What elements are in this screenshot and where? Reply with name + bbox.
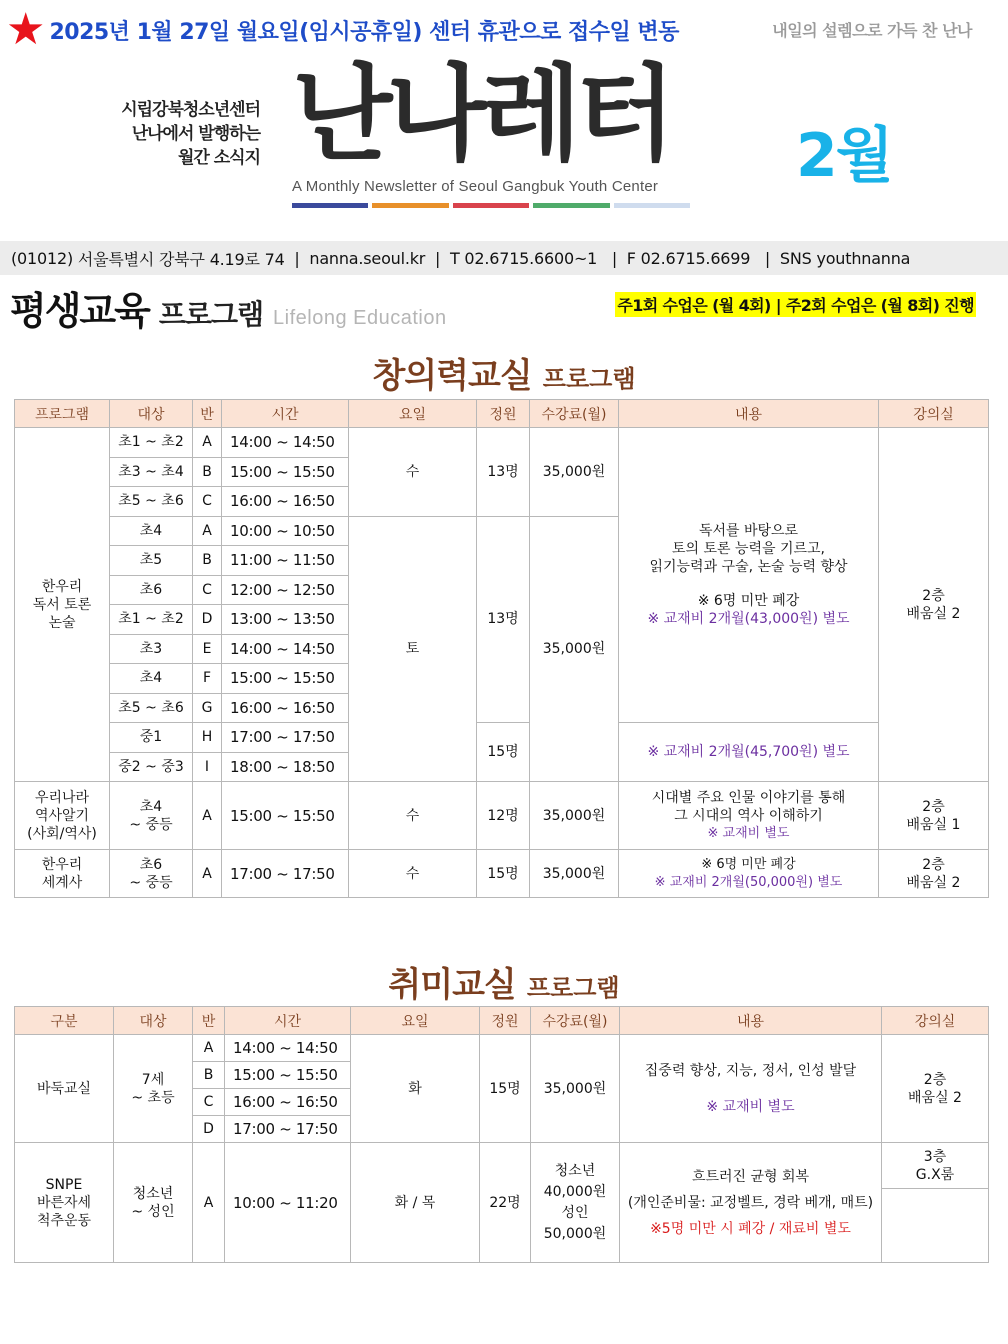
time-cell: 18:00 ~ 18:50 [222,752,349,782]
table-row [15,1143,989,1189]
capacity-cell: 12명 [477,782,530,850]
class-cell: F [193,664,222,694]
class-cell: H [193,723,222,753]
column-header: 반 [193,1007,225,1035]
class-cell: B [193,546,222,576]
day-cell: 수 [349,850,477,898]
time-cell: 17:00 ~ 17:50 [222,850,349,898]
content-cell [620,1143,882,1263]
room-cell-empty [882,1189,989,1263]
room-cell: 2층 배움실 1 [879,782,989,850]
table-row [15,428,989,458]
target-cell: 7세 ~ 초등 [114,1035,193,1143]
publisher-intro [100,98,260,170]
divider: | [425,248,450,268]
content-main: 시대별 주요 인물 이야기를 통해 그 시대의 역사 이해하기 [651,789,846,824]
program-name: 한우리 독서 토론 논술 [15,428,110,782]
content-cell [619,782,879,850]
content-main: 독서를 바탕으로 토의 토론 능력을 기르고, 읽기능력과 구술, 논술 능력 향상 [649,523,848,575]
class-cell: D [193,1116,225,1143]
target-cell: 청소년 ~ 성인 [114,1143,193,1263]
content-main: 집중력 향상, 지능, 정서, 인성 발달 [644,1062,857,1079]
target-cell: 초5 [110,546,193,576]
target-cell: 중2 ~ 중3 [110,752,193,782]
column-header: 강의실 [882,1007,989,1035]
issue-month: 2월 [796,121,892,191]
day-cell: 수 [349,782,477,850]
room-cell: 3층 G.X룸 [882,1143,989,1189]
color-bars [292,203,690,208]
fee-label-adult: 성인 [561,1204,589,1221]
content-fee: ※ 교재비 별도 [706,1098,795,1115]
class-cell: B [193,1062,225,1089]
fee-youth: 40,000원 [543,1183,607,1200]
content-title: 흐트러진 균형 회복 [691,1168,810,1185]
class-cell: A [193,516,222,546]
fee-cell: 35,000원 [531,1035,620,1143]
target-cell: 초6 ~ 중등 [110,850,193,898]
program-name: 바둑교실 [15,1035,114,1143]
color-bar [614,203,690,208]
capacity-cell: 15명 [480,1035,531,1143]
content-note: ※ 6명 미만 폐강 [701,856,796,872]
class-cell: C [193,575,222,605]
class-cell: G [193,693,222,723]
content-items: (개인준비물: 교정벨트, 경락 베개, 매트) [627,1194,874,1211]
column-header: 시간 [225,1007,351,1035]
fee-cell: 35,000원 [530,782,619,850]
divider: | [597,248,627,268]
hobby-heading [0,957,1008,1006]
time-cell: 15:00 ~ 15:50 [222,664,349,694]
room-cell: 2층 배움실 2 [879,850,989,898]
column-header: 요일 [351,1007,480,1035]
class-cell: B [193,457,222,487]
class-cell: A [193,428,222,458]
content-fee: ※ 교재비 별도 [707,825,790,841]
color-bar [453,203,529,208]
column-header: 시간 [222,400,349,428]
class-cell: C [193,487,222,517]
column-header: 내용 [619,400,879,428]
class-cell: E [193,634,222,664]
fee-adult: 50,000원 [543,1225,607,1242]
content-fee: ※ 교재비 2개월(50,000원) 별도 [654,874,843,890]
class-cell: A [193,850,222,898]
column-header: 대상 [114,1007,193,1035]
section-title-ko: 평생교육 [10,289,149,333]
section-title [10,280,447,335]
capacity-cell: 22명 [480,1143,531,1263]
newsletter-subtitle: A Monthly Newsletter of Seoul Gangbuk Youth Center [292,178,659,195]
newsletter-brand [292,52,692,208]
time-cell: 13:00 ~ 13:50 [222,605,349,635]
notice-text: 2025년 1월 27일 월요일(임시공휴일) 센터 휴관으로 접수일 변동 [49,19,679,45]
postal-code: (01012) [11,248,73,268]
content-cell [619,850,879,898]
column-header: 요일 [349,400,477,428]
color-bar [533,203,609,208]
color-bar [292,203,368,208]
time-cell: 17:00 ~ 17:50 [225,1116,351,1143]
target-cell: 중1 [110,723,193,753]
fee-label-youth: 청소년 [554,1162,596,1179]
target-cell: 초5 ~ 초6 [110,487,193,517]
divider: | [750,248,780,268]
table-header-row [15,1007,989,1035]
creative-heading [0,348,1008,397]
capacity-cell: 15명 [477,850,530,898]
day-cell: 토 [349,516,477,782]
time-cell: 15:00 ~ 15:50 [225,1062,351,1089]
target-cell: 초3 [110,634,193,664]
day-cell: 화 [351,1035,480,1143]
color-bar [372,203,448,208]
program-name: 우리나라 역사알기 (사회/역사) [15,782,110,850]
fee-cell: 35,000원 [530,516,619,782]
notice-banner [6,4,679,55]
target-cell: 초4 [110,516,193,546]
table-row [15,782,989,850]
slogan: 내일의 설렘으로 가득 찬 난나 [772,21,972,40]
time-cell: 10:00 ~ 10:50 [222,516,349,546]
class-cell: D [193,605,222,635]
content-cell [620,1035,882,1143]
class-cell: C [193,1089,225,1116]
newsletter-title: 난나레터 [292,53,670,175]
time-cell: 14:00 ~ 14:50 [222,428,349,458]
class-cell: A [193,1143,225,1263]
content-note: ※5명 미만 시 폐강 / 재료비 별도 [650,1220,851,1237]
time-cell: 15:00 ~ 15:50 [222,457,349,487]
room-cell: 2층 배움실 2 [879,428,989,782]
table-row [15,1035,989,1062]
time-cell: 15:00 ~ 15:50 [222,782,349,850]
column-header: 구분 [15,1007,114,1035]
column-header: 정원 [477,400,530,428]
room-cell: 2층 배움실 2 [882,1035,989,1143]
time-cell: 16:00 ~ 16:50 [222,487,349,517]
column-header: 정원 [480,1007,531,1035]
content-cell: ※ 교재비 2개월(45,700원) 별도 [619,723,879,782]
content-note: ※ 6명 미만 폐강 [697,593,800,609]
star-icon: ★ [6,4,46,55]
time-cell: 10:00 ~ 11:20 [225,1143,351,1263]
capacity-cell: 15명 [477,723,530,782]
intro-line: 난나에서 발행하는 [131,124,260,144]
target-cell: 초4 ~ 중등 [110,782,193,850]
day-cell: 수 [349,428,477,517]
content-cell [619,428,879,723]
time-cell: 17:00 ~ 17:50 [222,723,349,753]
column-header: 수강료(월) [530,400,619,428]
intro-line: 시립강북청소년센터 [121,100,260,120]
column-header: 프로그램 [15,400,110,428]
schedule-note: 주1회 수업은 (월 4회) | 주2회 수업은 (월 8회) 진행 [615,292,976,317]
target-cell: 초1 ~ 초2 [110,605,193,635]
time-cell: 12:00 ~ 12:50 [222,575,349,605]
column-header: 수강료(월) [531,1007,620,1035]
creative-heading-small: 프로그램 [542,365,636,393]
capacity-cell: 13명 [477,516,530,723]
target-cell: 초3 ~ 초4 [110,457,193,487]
section-title-ko2: 프로그램 [158,298,264,331]
table-row [15,723,989,753]
phone-number: T 02.6715.6600~1 [449,248,598,268]
table-header-row [15,400,989,428]
section-title-en: Lifelong Education [273,307,447,329]
column-header: 강의실 [879,400,989,428]
target-cell: 초6 [110,575,193,605]
creative-program-table [14,399,989,898]
column-header: 반 [193,400,222,428]
fee-cell: 35,000원 [530,428,619,517]
creative-heading-big: 창의력교실 [372,356,532,396]
hobby-heading-big: 취미교실 [388,965,516,1005]
column-header: 대상 [110,400,193,428]
fax-number: F 02.6715.6699 [626,248,751,268]
table-row [15,850,989,898]
class-cell: A [193,1035,225,1062]
divider: | [284,248,310,268]
time-cell: 14:00 ~ 14:50 [222,634,349,664]
target-cell: 초4 [110,664,193,694]
time-cell: 16:00 ~ 16:50 [225,1089,351,1116]
fee-cell: 35,000원 [530,850,619,898]
target-cell: 초1 ~ 초2 [110,428,193,458]
contact-bar [0,241,1008,275]
time-cell: 11:00 ~ 11:50 [222,546,349,576]
program-name: 한우리 세계사 [15,850,110,898]
fee-cell [531,1143,620,1263]
intro-line: 월간 소식지 [177,148,260,168]
day-cell: 화 / 목 [351,1143,480,1263]
website-link[interactable]: nanna.seoul.kr [309,248,426,268]
hobby-program-table [14,1006,989,1263]
hobby-heading-small: 프로그램 [526,974,620,1002]
class-cell: I [193,752,222,782]
class-cell: A [193,782,222,850]
time-cell: 14:00 ~ 14:50 [225,1035,351,1062]
content-fee: ※ 교재비 2개월(43,000원) 별도 [647,611,850,627]
column-header: 내용 [620,1007,882,1035]
program-name: SNPE 바른자세 척추운동 [15,1143,114,1263]
target-cell: 초5 ~ 초6 [110,693,193,723]
sns-account: SNS youthnanna [779,248,911,268]
time-cell: 16:00 ~ 16:50 [222,693,349,723]
address: 서울특별시 강북구 4.19로 74 [77,249,285,269]
capacity-cell: 13명 [477,428,530,517]
